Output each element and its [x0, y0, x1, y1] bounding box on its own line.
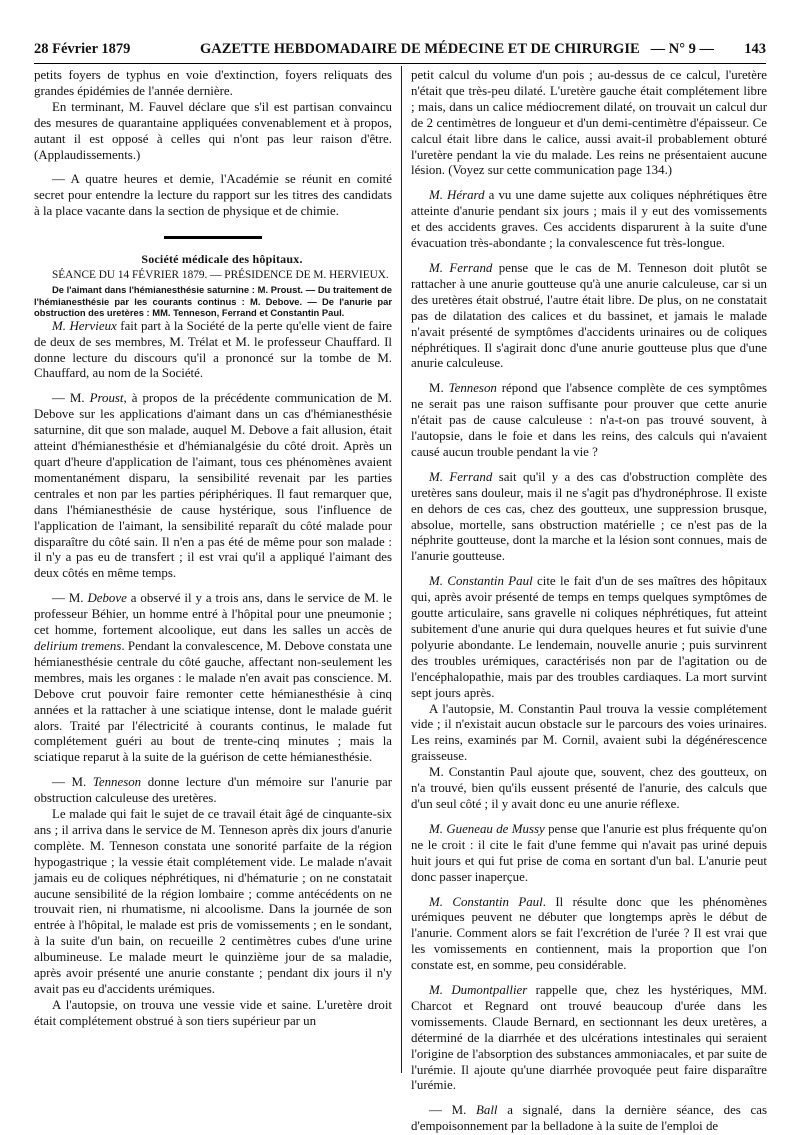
speaker-name: M. Ferrand	[429, 260, 493, 275]
speaker-name: Ball	[476, 1103, 498, 1118]
section-title: Société médicale des hôpitaux.	[141, 252, 303, 267]
paragraph: — M. Debove a observé il y a trois ans, dans le service de M. le professeur Béhier, un homme entré à l'hôpital pour une pneumonie ; cet homme, fortement alcoolique, eut dans les salles un accès de delirium tremens. Pendant la convalescence, M. Debove constata une hémianesthésie centrale du côté gauche, affectant non-seulement les membres, mais les organes : le malade n'en avait pas conscience. M. Debove crut pouvoir faire remonter cette hémianesthésie à cinq années et la rattacher à une sciatique intense, dont le malade guérit alors. Traité par l'électricité à courants continus, le malade fut complétement guéri au bout de trente-cinq minutes ; mais la sciatique reparut à la suite de la guérison de cette hémianesthésie.	[34, 591, 392, 765]
paragraph: petits foyers de typhus en voie d'extinction, foyers reliquats des grandes épidémies de l'année dernière.	[34, 68, 392, 98]
paragraph: M. Dumontpallier rappelle que, chez les hystériques, MM. Charcot et Regnard ont trouvé beaucoup d'urée dans les vomissements. Claude Bernard, en sectionnant les deux uretères, a déterminé de la diarrhée et des ulcérations intestinales qui seraient l'origine de l'absorption des substances ammoniacales, et par suite de l'urémie. Il ajoute qu'une diarrhée provoquée peut faire disparaître l'urémie.	[411, 983, 767, 1093]
speaker-name: M. Gueneau de Mussy	[429, 821, 545, 836]
speaker-name: M. Hérard	[429, 188, 485, 203]
speaker-name: M. Constantin Paul	[429, 574, 533, 589]
right-column	[411, 68, 767, 1135]
paragraph: M. Hervieux fait part à la Société de la perte qu'elle vient de faire de deux de ses membres, M. Trélat et M. le professeur Chauffard. Il donne lecture du discours qu'il a prononcé sur la tombe de M. Chauffard, au nom de la Société.	[34, 318, 393, 381]
paragraph: — M. Ball a signalé, dans la dernière séance, des cas d'empoisonnement par la belladone à la suite de l'emploi de	[411, 1103, 767, 1134]
paragraph: M. Hérard a vu une dame sujette aux coliques néphrétiques être atteinte d'anurie pendant six jours ; mais il y eut des vomissements et des accidents graves. Ces accidents disparurent à la suite d'une évacuation très-abondante ; la convalescence fut très-longue.	[411, 188, 767, 251]
speaker-name: Proust	[89, 391, 124, 406]
running-header	[34, 41, 766, 65]
left-column	[34, 68, 392, 1030]
paragraph: — A quatre heures et demie, l'Académie se réunit en comité secret pour entendre la lecture du rapport sur les titres des candidats à la place vacante dans la section de physique et de chimie.	[34, 172, 392, 219]
header-rule	[34, 63, 766, 64]
header-title: GAZETTE HEBDOMADAIRE DE MÉDECINE ET DE CHIRURGIE	[200, 41, 640, 57]
paragraph: — M. Tenneson donne lecture d'un mémoire sur l'anurie par obstruction calculeuse des uretères.	[34, 775, 392, 806]
paragraph: M. Gueneau de Mussy pense que l'anurie est plus fréquente qu'on ne le croit : il cite le fait d'une femme qui n'avait pas uriné depuis huit jours et qui fut prise de coma en sortant d'un bal. L'anurie peut donc passer inaperçue.	[411, 821, 767, 884]
speaker-name: Tenneson	[92, 775, 142, 790]
paragraph: M. Ferrand pense que le cas de M. Tenneson doit plutôt se rattacher à une anurie goutteuse qu'à une anurie calculeuse, car si un des uretères était obstrué, l'autre était libre. De plus, on ne constatait pas de dilatation des calices et du bassinet, et jamais le malade n'avait présenté de symptômes d'accidents urinaires ou de coliques néphrétiques. Il s'agirait donc d'une anurie goutteuse plus que d'une anurie calculeuse.	[411, 260, 768, 371]
paragraph: A l'autopsie, on trouva une vessie vide et saine. L'uretère droit était complétement obstrué à son tiers supérieur par un	[34, 997, 392, 1028]
header-issue-number: — N° 9 —	[650, 41, 714, 57]
speaker-name: M. Dumontpallier	[429, 983, 528, 998]
paragraph: M. Ferrand sait qu'il y a des cas d'obstruction complète des uretères sans douleur, mais il ne s'agit pas d'hydronéphrose. Il existe en dehors de ces cas, chez des goutteux, une suppression brusque, absolue, mortelle, sans obstruction matérielle ; ce n'est pas de la néphrite goutteuse, dont la marche et la lésion sont connues, mais de l'anurie goutteuse.	[411, 469, 767, 564]
paragraph: M. Constantin Paul. Il résulte donc que les phénomènes urémiques peuvent ne débuter que longtemps après le début de l'anurie. Comment alors se fait l'excrétion de l'urée ? Il est vrai que les vomissements en contiennent, mais la proportion que l'on constate est, en somme, peu considérable.	[411, 894, 767, 973]
header-page-number: 143	[744, 41, 766, 57]
paragraph: En terminant, M. Fauvel déclare que s'il est partisan convaincu des mesures de quarantaine appliquées convenablement et à propos, autant il est opposé à celles qui n'ont pas leur raison d'être. (Applaudissements.)	[34, 99, 392, 162]
seance-line: SÉANCE DU 14 FÉVRIER 1879. — PRÉSIDENCE DE M. HERVIEUX.	[52, 269, 389, 282]
speaker-name: Tenneson	[448, 381, 497, 396]
speaker-name: M. Ferrand	[429, 469, 493, 484]
paragraph: A l'autopsie, M. Constantin Paul trouva la vessie complétement vide ; il n'existait aucun obstacle sur le parcours des voies urinaires. Les reins, examinés par M. Cornil, avaient subi la dégénérescence graisseuse.	[411, 701, 767, 764]
paragraph: Le malade qui fait le sujet de ce travail était âgé de cinquante-six ans ; il arriva dans le service de M. Tenneson après dix jours d'anurie complète. M. Tenneson constata une sonorité parfaite de la région hypogastrique ; la vessie était complétement vide. Le malade n'avait jamais eu de coliques néphrétiques, ni d'hématurie ; on ne constatait aucune sensibilité de la région lombaire ; comme antécédents on ne trouvait rien, ni rhumatisme, ni alcoolisme. Dans la journée de son entrée à l'hôpital, le malade est pris de vomissements ; en le sondant, à la suite d'un bain, on recueille 2 centimètres cubes d'une urine albumineuse. Le malade meurt le quinzième jour de sa maladie, après avoir présenté une anurie constante ; pendant dix jours il n'y avait pas eu d'accidents urémiques.	[34, 807, 392, 996]
column-divider	[401, 66, 402, 1073]
paragraph: M. Constantin Paul ajoute que, souvent, chez des goutteux, on n'a trouvé, bien qu'ils eussent présenté de l'anurie, des calculs que d'un seul côté ; il y avait donc eu une anurie réflexe.	[411, 765, 767, 811]
italic-term: delirium tremens	[34, 638, 122, 653]
speaker-name: M. Constantin Paul	[429, 894, 543, 909]
paragraph: M. Tenneson répond que l'absence complète de ces symptômes ne serait pas une raison suffisante pour prouver que cette anurie n'était pas de cause calculeuse : n'a-t-on pas trouvé souvent, à l'autopsie, dans le foie et dans les reins, des calculs qui n'avaient causé aucun trouble pendant la vie ?	[411, 381, 767, 459]
paragraph: petit calcul du volume d'un pois ; au-dessus de ce calcul, l'uretère n'était que très-peu dilaté. L'uretère gauche était complétement libre ; mais, dans un calice médiocrement dilaté, on trouvait un calcul dur de 2 centimètres de longueur et d'un demi-centimètre d'épaisseur. Ce calcul était libre dans le calice, aussi avait-il probablement obturé l'uretère pendant la vie du malade. Les reins ne présentaient aucune lésion. (Voyez sur cette communication page 134.)	[411, 68, 767, 178]
paragraph: — M. Proust, à propos de la précédente communication de M. Debove sur les applications d'aimant dans un cas d'hémianesthésie saturnine, dit que son malade, auquel M. Debove a fait allusion, était atteint d'hémianesthésie et d'hémianalgésie du côté droit. Après un quart d'heure d'application de l'aimant, tous ces phénomènes avaient momentanément disparu, la sensibilité revenait par les parties centrales et non par les parties périphériques. Il faut remarquer que, dans l'hémianesthésie de cause hystérique, sous l'influence de l'application de l'aimant, la sensibilité reparaît du côté malade pour disparaître du côté sain. Il n'en a pas été de même pour son malade : il n'y a pas eu de transfert ; il est vrai qu'il a appliqué l'aimant des deux côtés en même temps.	[34, 391, 392, 581]
paragraph: M. Constantin Paul cite le fait d'un de ses maîtres des hôpitaux qui, après avoir présenté de temps en temps quelques symptômes de goutte articulaire, sans gravelle ni coliques néphrétiques, fut atteint subitement d'une anurie qui dura quelques heures et fut suivie d'une polyurie abondante. Le lendemain, nouvelle anurie ; puis survinrent des troubles urémiques, caractérisés non par de l'agitation ou de l'encéphalopathie, mais par des troubles cardiaques. La mort survint sept jours après.	[411, 574, 767, 700]
header-date: 28 Février 1879	[34, 41, 131, 57]
speaker-name: Debove	[87, 591, 127, 606]
speaker-name: M. Hervieux	[52, 318, 117, 333]
session-summary: De l'aimant dans l'hémianesthésie saturnine : M. Proust. — Du traitement de l'hémianesthésie par les courants continus : M. Debove. — De l'anurie par obstruction des uretères : MM. Tenneson, Ferrand et Constantin Paul.	[34, 283, 392, 319]
section-separator	[164, 236, 262, 239]
